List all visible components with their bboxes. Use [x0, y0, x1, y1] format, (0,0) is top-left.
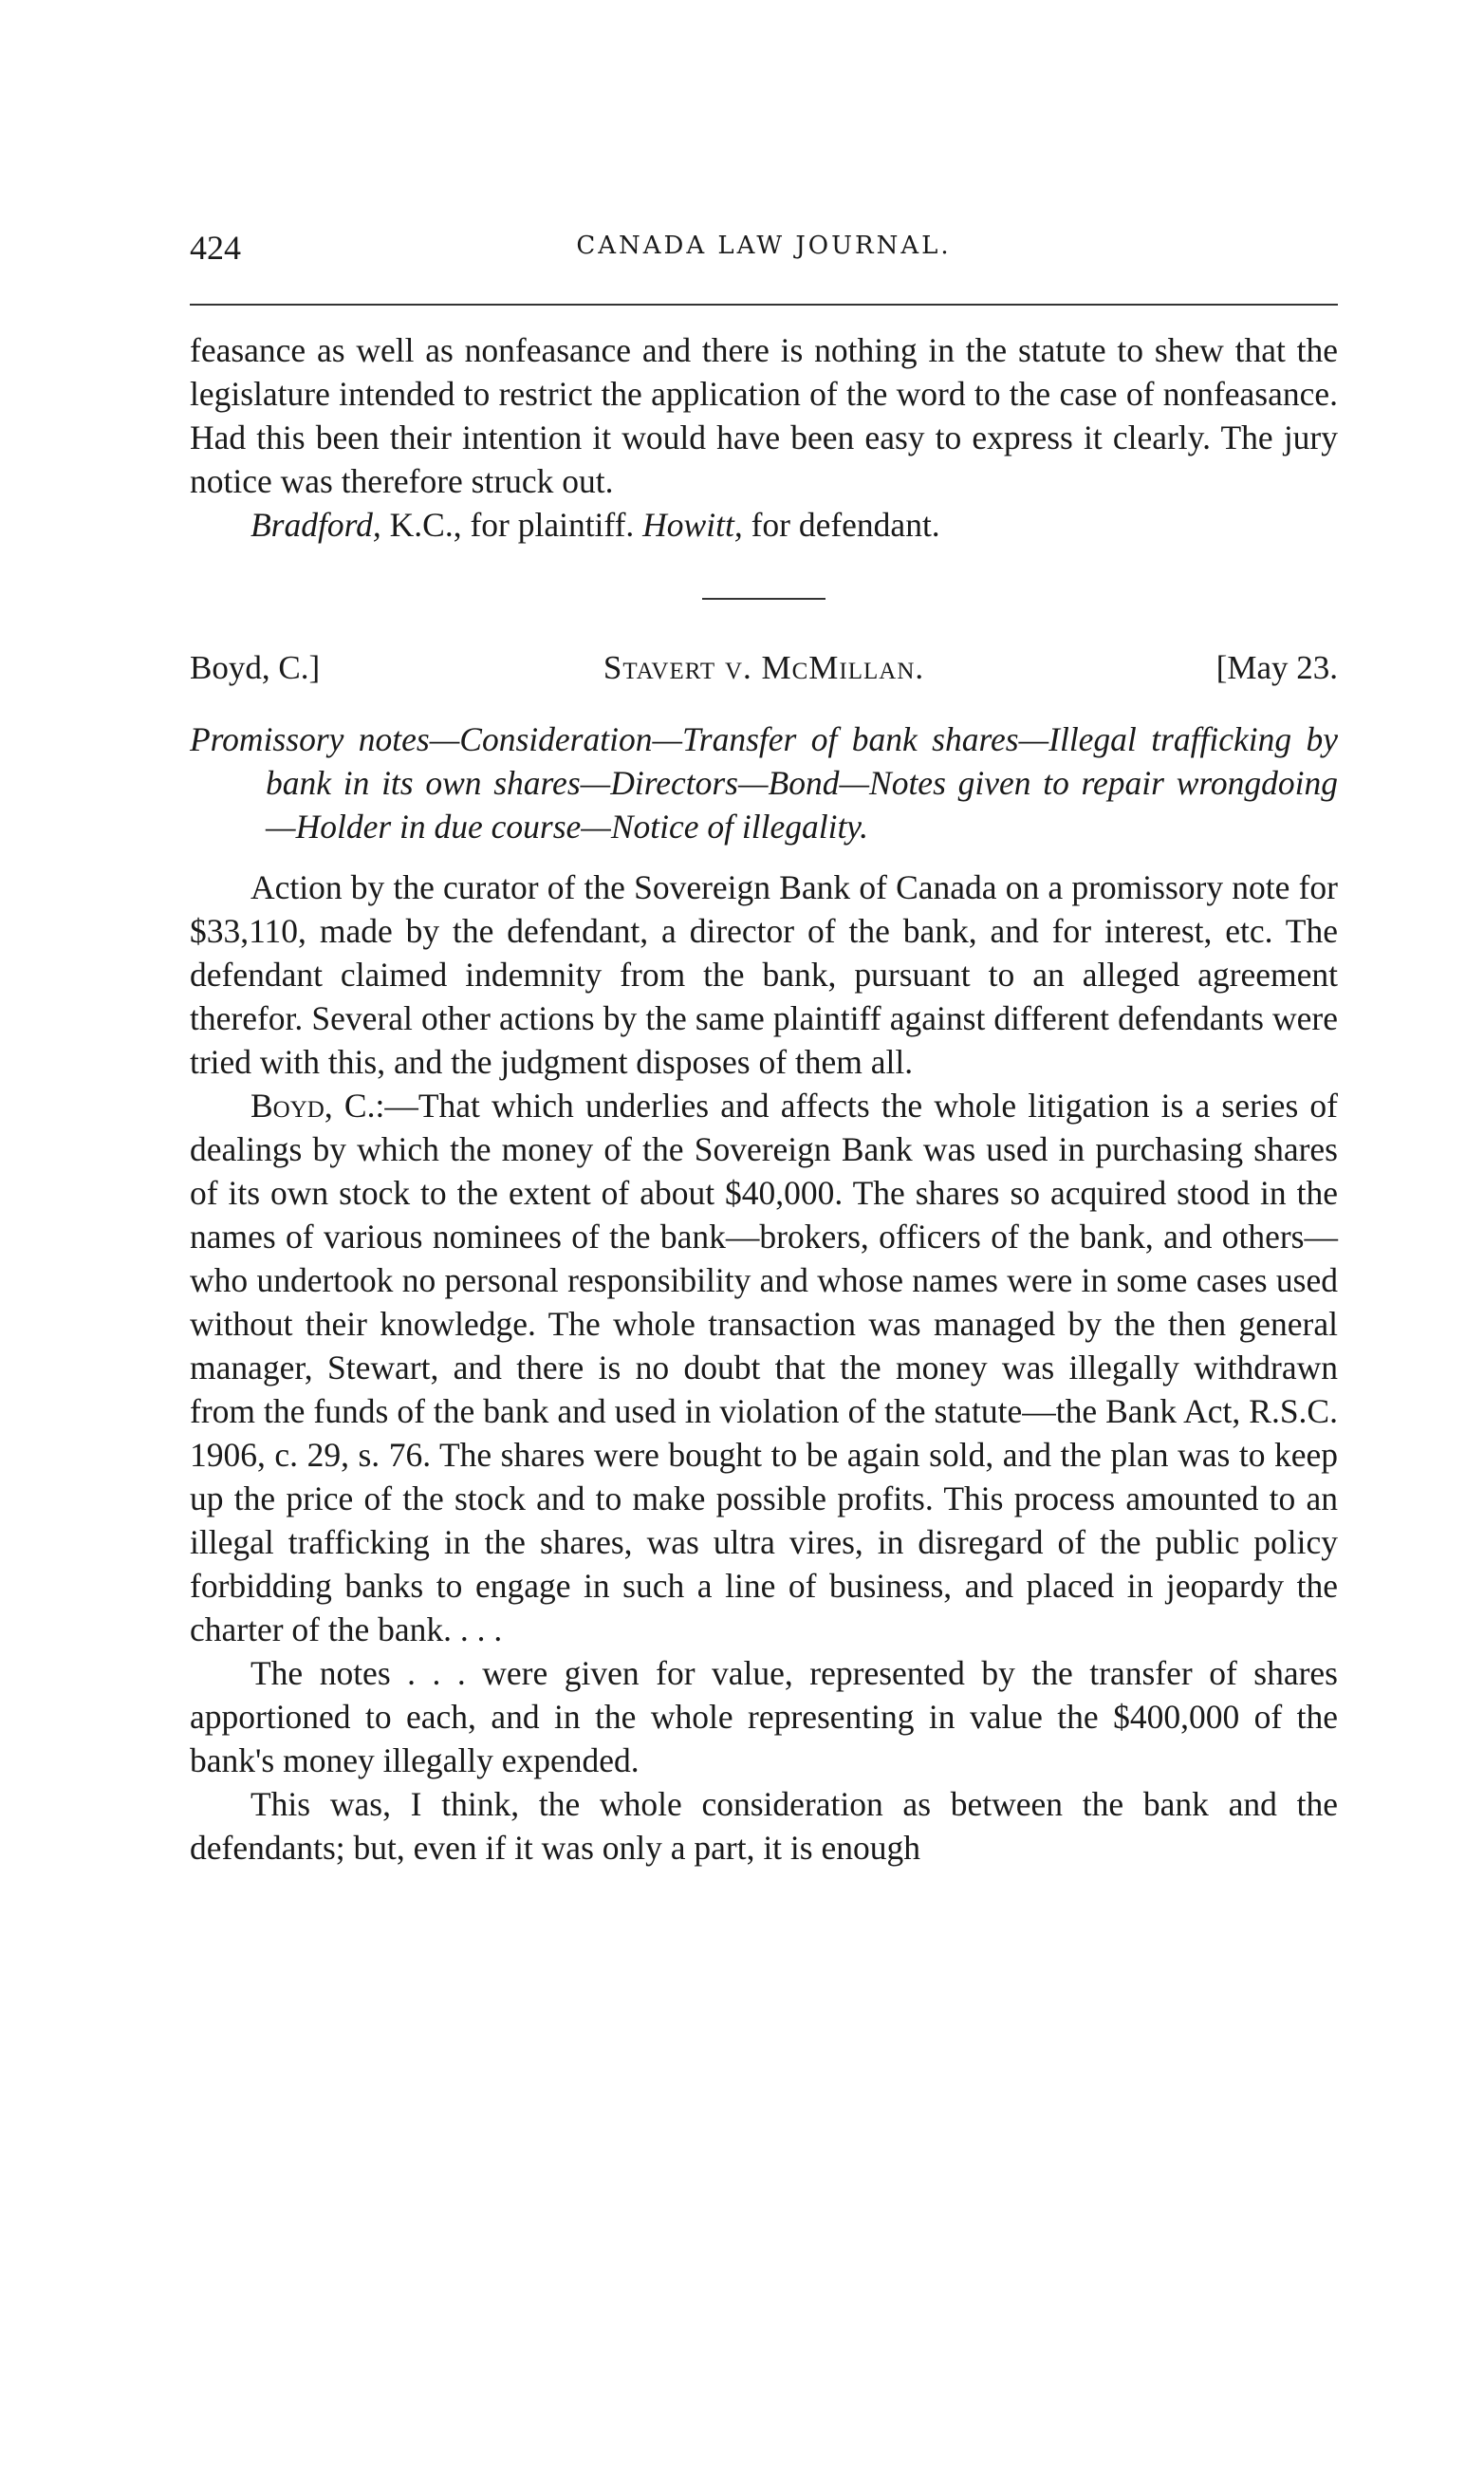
- counsel-plaintiff-rest: K.C., for plaintiff.: [380, 506, 643, 544]
- page-number: 424: [190, 229, 241, 267]
- counsel-defendant-name: Howitt,: [642, 506, 743, 544]
- case-title: Stavert v. McMillan.: [603, 649, 925, 686]
- body-paragraph-1: Action by the curator of the Sovereign Bank of Canada on a promissory note for $33,110, made by the defendant, a director of the bank, and for interest, etc. The defendant claimed indemnity from the bank, pursuant to an alleged agreement therefor. Several other actions by the same plaintiff against different defendants were tried with this, and the judgment disposes of them all.: [190, 868, 1338, 1081]
- previous-case-text: feasance as well as nonfeasance and there is nothing in the statute to shew that the legislature intended to restrict the application of the word to the case of nonfeasance. Had this been their intention it would have been easy to express it clearly. The jury notice was therefore struck out.: [190, 331, 1338, 500]
- body-paragraph-2: [190, 1084, 1338, 1651]
- counsel-defendant-rest: for defendant.: [742, 506, 940, 544]
- journal-title: CANADA LAW JOURNAL.: [576, 232, 952, 260]
- header-rule: [190, 304, 1338, 306]
- case-date: [May 23.: [1215, 649, 1338, 686]
- judgment-lead: Boyd, C.: [250, 1087, 376, 1125]
- body-paragraph-4: This was, I think, the whole consideration as between the bank and the defendants; but, even if it was only a part, it is enough: [190, 1785, 1338, 1867]
- body-paragraph-3: The notes . . . were given for value, represented by the transfer of shares apportioned to each, and in the whole representing in value the $400,000 of the bank's money illegally expended.: [190, 1654, 1338, 1779]
- running-head: [190, 209, 1338, 266]
- counsel-plaintiff-name: Bradford,: [250, 506, 381, 544]
- case-judge: Boyd, C.]: [190, 649, 321, 686]
- case-heading: [190, 649, 1338, 697]
- body-paragraph-2-text: :—That which underlies and affects the whole litigation is a series of dealings by which the money of the Sovereign Bank was used in purchasing shares of its own stock to the extent of about $40,000. The shares so acquired stood in the names of various nominees of the bank—brokers, officers of the bank, and others—who undertook no personal responsibility and whose names were in some cases used without their knowledge. The whole transaction was managed by the then general manager, Stewart, and there is no doubt that the money was illegally withdrawn from the funds of the bank and used in violation of the statute—the Bank Act, R.S.C. 1906, c. 29, s. 76. The shares were bought to be again sold, and the plan was to keep up the price of the stock and to make possible profits. This process amounted to an illegal trafficking in the shares, was ultra vires, in disregard of the public policy forbidding banks to engage in such a line of business, and placed in jeopardy the charter of the bank. . . .: [190, 1087, 1338, 1648]
- journal-page: [190, 209, 1338, 1870]
- case-separator-rule: [702, 598, 825, 600]
- counsel-line: [190, 503, 1338, 547]
- case-syllabus: Promissory notes—Consideration—Transfer of bank shares—Illegal trafficking by bank in its own shares—Directors—Bond—Notes given to repair wrongdoing—Holder in due course—Notice of illegality.: [190, 720, 1338, 846]
